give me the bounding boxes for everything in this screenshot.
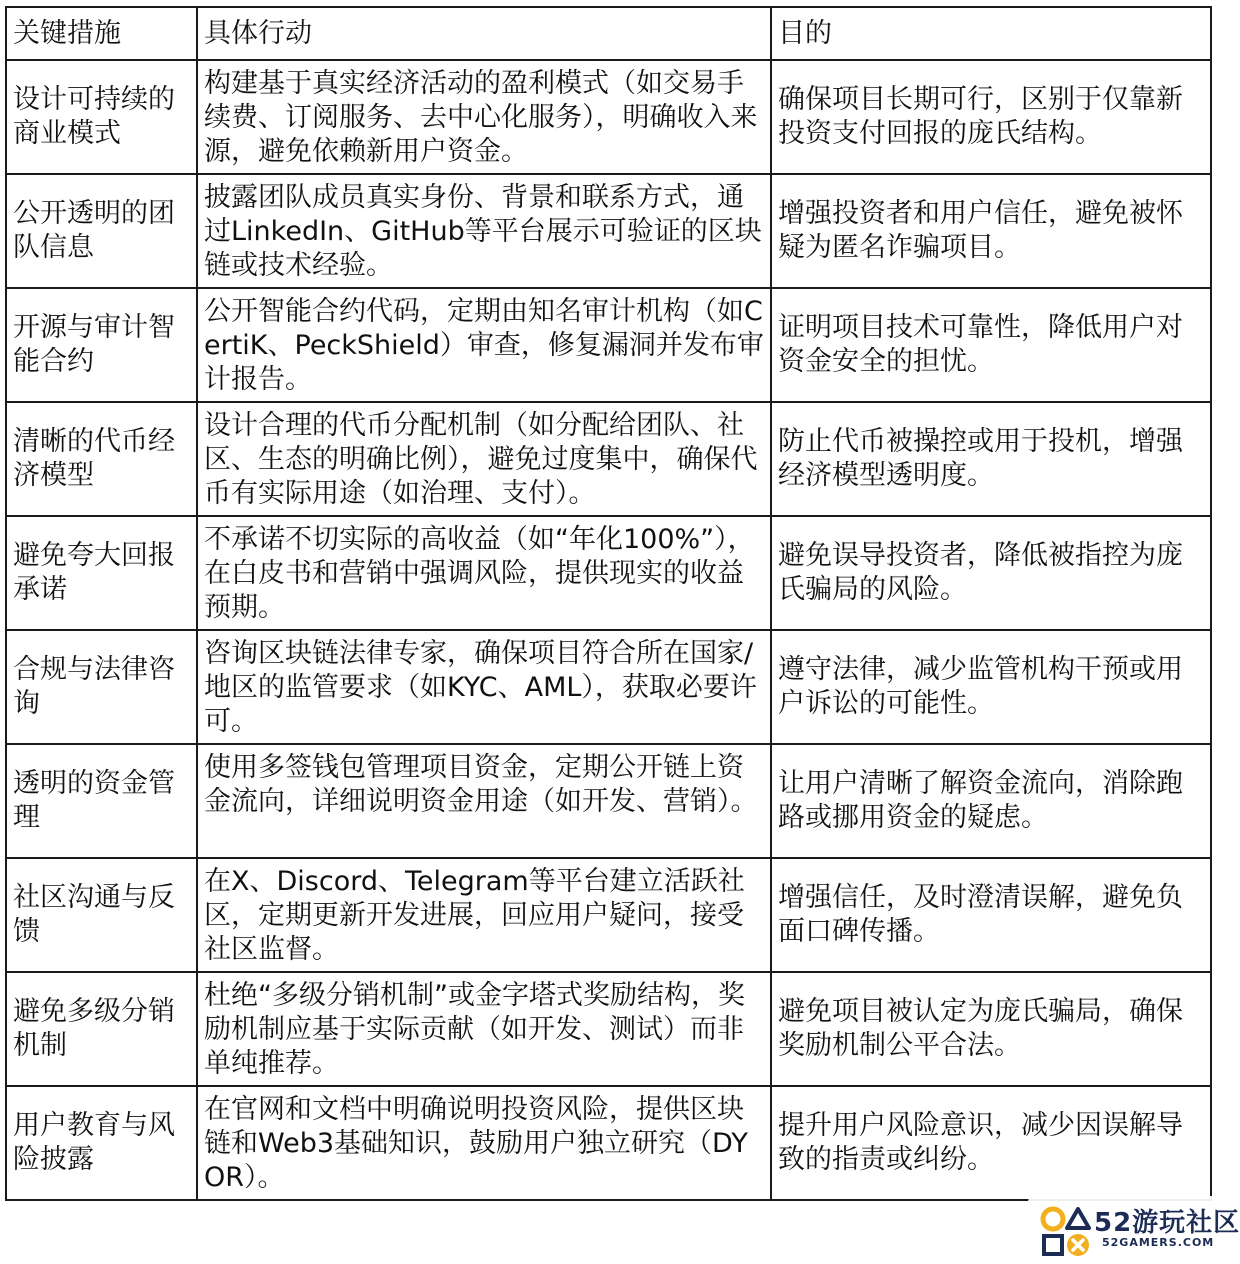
cell-measure: 设计可持续的商业模式 xyxy=(6,60,197,174)
cell-purpose: 确保项目长期可行，区别于仅靠新投资支付回报的庞氏结构。 xyxy=(771,60,1211,174)
cell-action: 杜绝“多级分销机制”或金字塔式奖励结构，奖励机制应基于实际贡献（如开发、测试）而非单纯推荐。 xyxy=(197,972,771,1086)
cell-action: 使用多签钱包管理项目资金，定期公开链上资金流向，详细说明资金用途（如开发、营销）。 xyxy=(197,744,771,858)
cell-measure: 避免多级分销机制 xyxy=(6,972,197,1086)
watermark-url: 52GAMERS.COM xyxy=(1102,1236,1215,1249)
cell-purpose: 避免误导投资者，降低被指控为庞氏骗局的风险。 xyxy=(771,516,1211,630)
cell-action: 披露团队成员真实身份、背景和联系方式，通过LinkedIn、GitHub等平台展示可验证的区块链或技术经验。 xyxy=(197,174,771,288)
table-row xyxy=(6,60,1211,174)
cell-action: 在官网和文档中明确说明投资风险，提供区块链和Web3基础知识，鼓励用户独立研究（DYOR）。 xyxy=(197,1086,771,1200)
cell-purpose: 避免项目被认定为庞氏骗局，确保奖励机制公平合法。 xyxy=(771,972,1211,1086)
watermark-title: 52游玩社区 xyxy=(1094,1208,1240,1238)
cell-measure: 合规与法律咨询 xyxy=(6,630,197,744)
table-row xyxy=(6,630,1211,744)
cell-measure: 清晰的代币经济模型 xyxy=(6,402,197,516)
table-header-row xyxy=(6,7,1211,60)
cell-purpose: 证明项目技术可靠性，降低用户对资金安全的担忧。 xyxy=(771,288,1211,402)
site-watermark xyxy=(1028,1196,1240,1264)
cell-purpose: 增强投资者和用户信任，避免被怀疑为匿名诈骗项目。 xyxy=(771,174,1211,288)
table-row xyxy=(6,972,1211,1086)
cell-measure: 透明的资金管理 xyxy=(6,744,197,858)
cell-purpose: 让用户清晰了解资金流向，消除跑路或挪用资金的疑虑。 xyxy=(771,744,1211,858)
cell-measure: 社区沟通与反馈 xyxy=(6,858,197,972)
cell-purpose: 防止代币被操控或用于投机，增强经济模型透明度。 xyxy=(771,402,1211,516)
cell-purpose: 遵守法律，减少监管机构干预或用户诉讼的可能性。 xyxy=(771,630,1211,744)
cell-purpose: 增强信任，及时澄清误解，避免负面口碑传播。 xyxy=(771,858,1211,972)
cell-purpose: 提升用户风险意识，减少因误解导致的指责或纠纷。 xyxy=(771,1086,1211,1200)
cell-action: 咨询区块链法律专家，确保项目符合所在国家/地区的监管要求（如KYC、AML），获取必要许可。 xyxy=(197,630,771,744)
table-row xyxy=(6,516,1211,630)
cell-measure: 用户教育与风险披露 xyxy=(6,1086,197,1200)
cell-measure: 开源与审计智能合约 xyxy=(6,288,197,402)
header-measure: 关键措施 xyxy=(6,7,197,60)
cell-action: 不承诺不切实际的高收益（如“年化100%”），在白皮书和营销中强调风险，提供现实的收益预期。 xyxy=(197,516,771,630)
table-row xyxy=(6,858,1211,972)
cell-measure: 公开透明的团队信息 xyxy=(6,174,197,288)
cell-action: 构建基于真实经济活动的盈利模式（如交易手续费、订阅服务、去中心化服务），明确收入来源，避免依赖新用户资金。 xyxy=(197,60,771,174)
cell-action: 公开智能合约代码，定期由知名审计机构（如CertiK、PeckShield）审查，修复漏洞并发布审计报告。 xyxy=(197,288,771,402)
measures-table xyxy=(5,6,1212,1201)
header-purpose: 目的 xyxy=(771,7,1211,60)
table-row xyxy=(6,288,1211,402)
cell-action: 在X、Discord、Telegram等平台建立活跃社区，定期更新开发进展，回应用户疑问，接受社区监督。 xyxy=(197,858,771,972)
cell-measure: 避免夸大回报承诺 xyxy=(6,516,197,630)
table-row xyxy=(6,402,1211,516)
table-row xyxy=(6,174,1211,288)
table-row xyxy=(6,1086,1211,1200)
header-action: 具体行动 xyxy=(197,7,771,60)
table-row xyxy=(6,744,1211,858)
cell-action: 设计合理的代币分配机制（如分配给团队、社区、生态的明确比例），避免过度集中，确保代币有实际用途（如治理、支付）。 xyxy=(197,402,771,516)
gamepad-buttons-logo-icon xyxy=(1038,1204,1094,1260)
